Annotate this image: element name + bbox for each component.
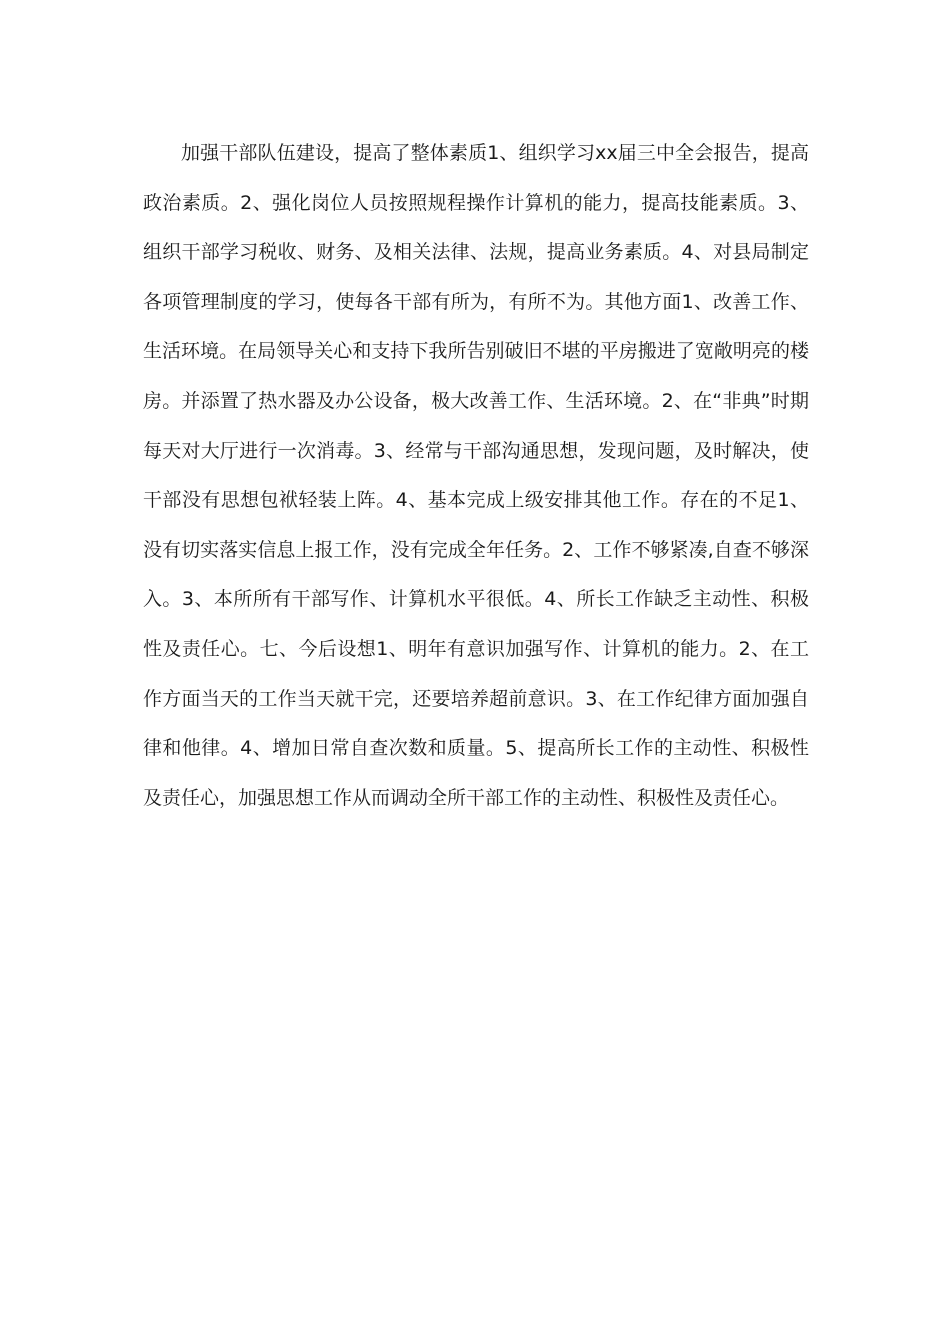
body-paragraph: 加强干部队伍建设，提高了整体素质1、组织学习xx届三中全会报告，提高政治素质。2、强化岗位人员按照规程操作计算机的能力，提高技能素质。3、组织干部学习税收、财务、及相关法律、法规，提高业务素质。4、对县局制定各项管理制度的学习，使每各干部有所为，有所不为。其他方面1、改善工作、生活环境。在局领导关心和支持下我所告别破旧不堪的平房搬进了宽敞明亮的楼房。并添置了热水器及办公设备，极大改善工作、生活环境。2、在“非典”时期每天对大厅进行一次消毒。3、经常与干部沟通思想，发现问题，及时解决，使干部没有思想包袱轻装上阵。4、基本完成上级安排其他工作。存在的不足1、没有切实落实信息上报工作，没有完成全年任务。2、工作不够紧凑,自查不够深入。3、本所所有干部写作、计算机水平很低。4、所长工作缺乏主动性、积极性及责任心。七、今后设想1、明年有意识加强写作、计算机的能力。2、在工作方面当天的工作当天就干完，还要培养超前意识。3、在工作纪律方面加强自律和他律。4、增加日常自查次数和质量。5、提高所长工作的主动性、积极性及责任心，加强思想工作从而调动全所干部工作的主动性、积极性及责任心。 bbox=[143, 142, 809, 809]
